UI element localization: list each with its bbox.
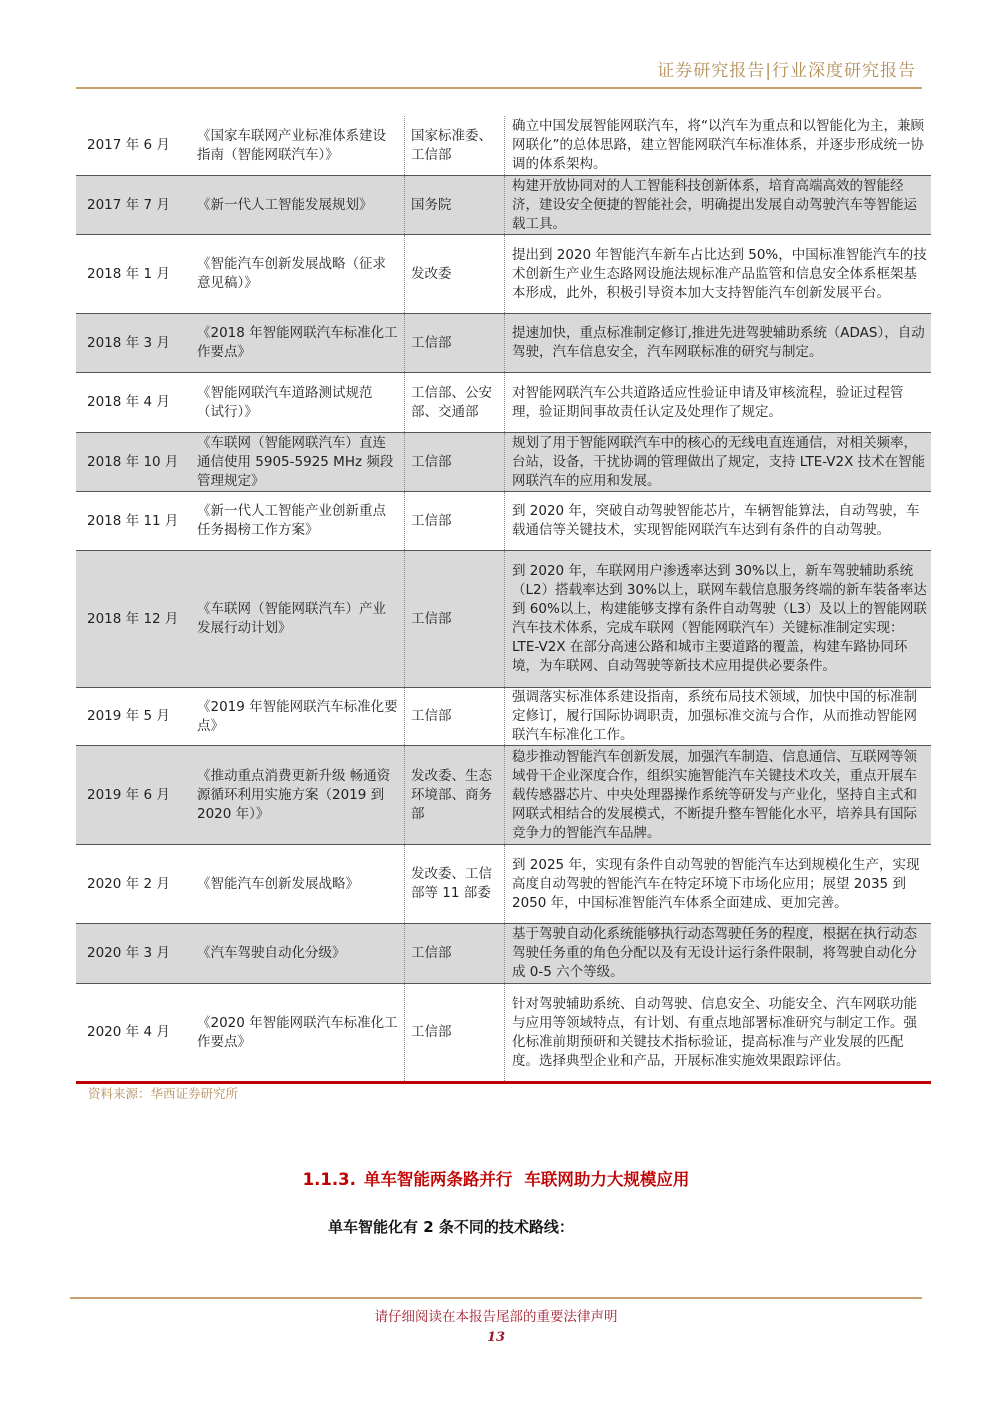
date-cell: 2019 年 6 月 [87, 786, 170, 803]
table-row [76, 314, 931, 373]
document-cell: 《智能汽车创新发展战略》 [193, 845, 405, 923]
section-title-part2: 车联网助力大规模应用 [524, 1170, 690, 1189]
date-cell: 2018 年 1 月 [87, 265, 170, 282]
document-cell: 《推动重点消费更新升级 畅通资源循环利用实施方案（2019 到 2020 年）》 [193, 746, 405, 844]
department-cell: 发改委、生态环境部、商务部 [405, 746, 505, 844]
page-number: 13 [486, 1330, 506, 1345]
content-cell: 提速加快，重点标准制定修订,推进先进驾驶辅助系统（ADAS），自动驾驶，汽车信息安全，汽车网联标准的研究与制定。 [512, 325, 925, 360]
department-cell: 发改委、工信部等 11 部委 [405, 845, 505, 923]
department-cell: 工信部 [405, 984, 505, 1081]
department-cell: 工信部 [405, 688, 505, 745]
report-type-header: 证券研究报告|行业深度研究报告 [657, 61, 916, 81]
body-paragraph: 单车智能化有 2 条不同的技术路线： [328, 1218, 574, 1236]
date-cell: 2018 年 3 月 [87, 334, 170, 351]
table-row [76, 116, 931, 176]
table-row [76, 551, 931, 688]
section-heading [0, 1166, 992, 1190]
legal-disclaimer-note: 请仔细阅读在本报告尾部的重要法律声明 [374, 1309, 618, 1325]
section-number: 1.1.3. [302, 1170, 356, 1189]
date-cell: 2017 年 7 月 [87, 196, 170, 213]
date-cell: 2020 年 4 月 [87, 1024, 170, 1040]
document-cell: 《新一代人工智能发展规划》 [193, 176, 405, 234]
table-row [76, 235, 931, 314]
document-cell: 《国家车联网产业标准体系建设指南（智能网联汽车）》 [193, 116, 405, 175]
content-cell: 针对驾驶辅助系统、自动驾驶、信息安全、功能安全、汽车网联功能与应用等领域特点，有计划、有重点地部署标准研究与制定工作。强化标准前期预研和关键技术指标验证，提高标准与产业发展的匹配度。选择典型企业和产品，开展标准实施效果跟踪评估。 [512, 995, 917, 1069]
document-cell: 《智能汽车创新发展战略（征求意见稿）》 [193, 235, 405, 313]
document-cell: 《汽车驾驶自动化分级》 [193, 924, 405, 983]
content-cell: 到 2025 年，实现有条件自动驾驶的智能汽车达到规模化生产，实现高度自动驾驶的智能汽车在特定环境下市场化应用；展望 2035 到 2050 年，中国标准智能汽车体系全面建成、更加完善。 [512, 856, 920, 911]
date-cell: 2017 年 6 月 [87, 137, 170, 153]
table-row [76, 433, 931, 492]
date-cell: 2018 年 11 月 [87, 512, 179, 529]
content-cell: 确立中国发展智能网联汽车，将“以汽车为重点和以智能化为主，兼顾网联化”的总体思路，建立智能网联汽车标准体系，并逐步形成统一协调的体系架构。 [512, 118, 924, 172]
content-cell: 到 2020 年，车联网用户渗透率达到 30%以上，新车驾驶辅助系统（L2）搭载率达到 30%以上，联网车载信息服务终端的新车装备率达到 60%以上，构建能够支撑有条件自动驾驶（L3）及以上的智能网联汽车技术体系，完成车联网（智能网联汽车）关键标准制定实现：LTE-V2X 在部分高速公路和城市主要道路的覆盖，构建车路协同环境，为车联网、自动驾驶等新技术应用提供必要条件。 [512, 563, 927, 674]
department-cell: 工信部 [405, 314, 505, 372]
table-row [76, 176, 931, 235]
document-cell: 《2020 年智能网联汽车标准化工作要点》 [193, 984, 405, 1081]
table-row [76, 492, 931, 551]
table-row [76, 746, 931, 845]
table-row [76, 924, 931, 984]
document-cell: 《智能网联汽车道路测试规范（试行）》 [193, 373, 405, 432]
header-divider [76, 87, 922, 89]
date-cell: 2020 年 3 月 [87, 945, 170, 961]
content-cell: 提出到 2020 年智能汽车新车占比达到 50%，中国标准智能汽车的技术创新生产业生态路网设施法规标准产品监管和信息安全体系框架基本形成，此外，积极引导资本加大支持智能汽车创新发展平台。 [512, 246, 927, 301]
department-cell: 工信部 [405, 551, 505, 687]
document-cell: 《车联网（智能网联汽车）直连通信使用 5905-5925 MHz 频段管理规定》 [193, 433, 405, 491]
content-cell: 构建开放协同对的人工智能科技创新体系，培育高端高效的智能经济，建设安全便捷的智能社会，明确提出发展自动驾驶汽车等智能运载工具。 [512, 177, 917, 232]
table-row [76, 845, 931, 924]
department-cell: 工信部 [405, 492, 505, 550]
content-cell: 到 2020 年，突破自动驾驶智能芯片，车辆智能算法，自动驾驶，车载通信等关键技术，实现智能网联汽车达到有条件的自动驾驶。 [512, 503, 920, 538]
department-cell: 国家标准委、工信部 [405, 116, 505, 175]
document-cell: 《车联网（智能网联汽车）产业发展行动计划》 [193, 551, 405, 687]
content-cell: 强调落实标准体系建设指南，系统布局技术领域，加快中国的标准制定修订，履行国际协调职责，加强标准交流与合作，从而推动智能网联汽车标准化工作。 [512, 689, 917, 743]
department-cell: 工信部 [405, 433, 505, 491]
document-cell: 《2019 年智能网联汽车标准化要点》 [193, 688, 405, 745]
content-cell: 规划了用于智能网联汽车中的核心的无线电直连通信，对相关频率，台站，设备，干扰协调的管理做出了规定，支持 LTE-V2X 技术在智能网联汽车的应用和发展。 [512, 434, 926, 489]
content-cell: 稳步推动智能汽车创新发展，加强汽车制造、信息通信、互联网等领域骨干企业深度合作，组织实施智能汽车关键技术攻关，重点开展车载传感器芯片、中央处理器操作系统等研发与产业化，坚持自主式和网联式相结合的发展模式，不断提升整车智能化水平，培养具有国际竞争力的智能汽车品牌。 [512, 748, 917, 841]
content-cell: 对智能网联汽车公共道路适应性验证申请及审核流程，验证过程管理，验证期间事故责任认定及处理作了规定。 [512, 384, 904, 420]
date-cell: 2019 年 5 月 [87, 708, 170, 724]
content-cell: 基于驾驶自动化系统能够执行动态驾驶任务的程度，根据在执行动态驾驶任务重的角色分配以及有无设计运行条件限制，将驾驶自动化分成 0-5 六个等级。 [512, 926, 917, 980]
source-note: 资料来源：华西证券研究所 [88, 1086, 239, 1101]
department-cell: 工信部 [405, 924, 505, 983]
table-row [76, 688, 931, 746]
date-cell: 2018 年 10 月 [87, 453, 179, 470]
department-cell: 发改委 [405, 235, 505, 313]
policy-table [76, 116, 931, 1084]
date-cell: 2018 年 4 月 [87, 394, 170, 410]
department-cell: 国务院 [405, 176, 505, 234]
document-cell: 《2018 年智能网联汽车标准化工作要点》 [193, 314, 405, 372]
footer-divider [70, 1297, 922, 1299]
section-title-part1: 单车智能两条路并行 [363, 1170, 513, 1189]
department-cell: 工信部、公安部、交通部 [405, 373, 505, 432]
date-cell: 2020 年 2 月 [87, 875, 170, 892]
table-row [76, 373, 931, 433]
document-cell: 《新一代人工智能产业创新重点任务揭榜工作方案》 [193, 492, 405, 550]
date-cell: 2018 年 12 月 [87, 610, 179, 627]
table-row [76, 984, 931, 1084]
